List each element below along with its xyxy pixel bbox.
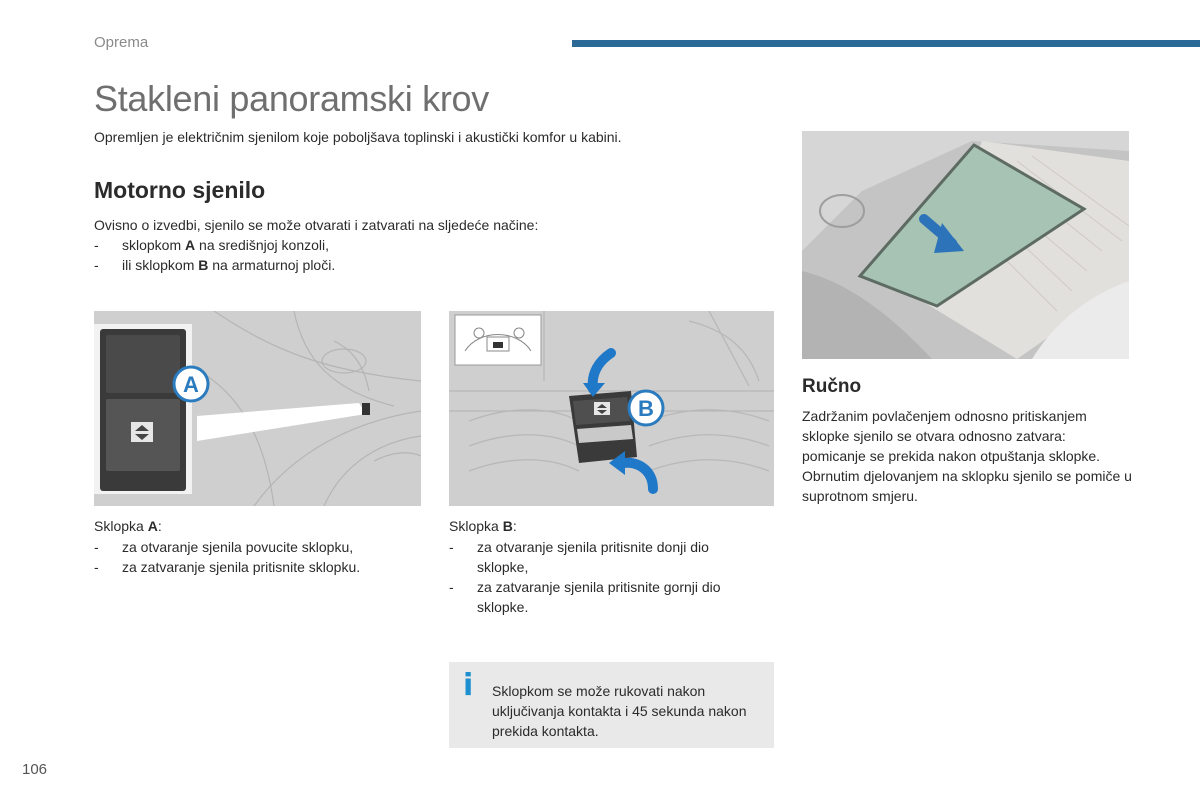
- info-icon: i: [463, 668, 474, 703]
- motor-lead: Ovisno o izvedbi, sjenilo se može otvarati i zatvarati na sljedeće načine:: [94, 217, 539, 233]
- list-item: - ili sklopkom B na armaturnoj ploči.: [94, 255, 614, 275]
- motor-heading: Motorno sjenilo: [94, 177, 266, 203]
- manual-text: Zadržanim povlačenjem odnosno pritiskanjem sklopke sjenilo se otvara odnosno zatvara: pomicanje se prekida nakon otpuštanja sklopke. Obrnutim djelovanjem na sklopku sjenilo se pomiče u suprotnom smjeru.: [802, 408, 1132, 504]
- info-box: [449, 662, 774, 748]
- manual-heading: Ručno: [802, 376, 862, 397]
- list-item: - za otvaranje sjenila pritisnite donji dio sklopke,: [449, 537, 754, 577]
- list-item: - za zatvaranje sjenila pritisnite sklopku.: [94, 557, 424, 577]
- section-header: Oprema: [94, 34, 149, 51]
- switch-b-illustration: [449, 311, 774, 506]
- list-item: - za otvaranje sjenila povucite sklopku,: [94, 537, 424, 557]
- switch-b-label: Sklopka B:: [449, 518, 517, 534]
- switch-a-list: [94, 537, 424, 577]
- header-bar: [572, 40, 1200, 47]
- intro-paragraph: Opremljen je električnim sjenilom koje poboljšava toplinski i akustički komfor u kabini.: [94, 129, 622, 145]
- motor-list: [94, 235, 614, 275]
- page-title: Stakleni panoramski krov: [94, 78, 489, 119]
- switch-b-list: [449, 537, 754, 617]
- badge-b: B: [638, 396, 654, 421]
- list-item: - sklopkom A na središnjoj konzoli,: [94, 235, 614, 255]
- panoramic-roof-illustration: [802, 131, 1129, 359]
- info-text: Sklopkom se može rukovati nakon uključivanja kontakta i 45 sekunda nakon prekida kontakta.: [492, 683, 747, 739]
- page-number: 106: [22, 761, 48, 778]
- badge-a: A: [183, 372, 199, 397]
- list-item: - za zatvaranje sjenila pritisnite gornji dio sklopke.: [449, 577, 754, 617]
- switch-a-label: Sklopka A:: [94, 518, 162, 534]
- switch-a-illustration: [94, 311, 421, 506]
